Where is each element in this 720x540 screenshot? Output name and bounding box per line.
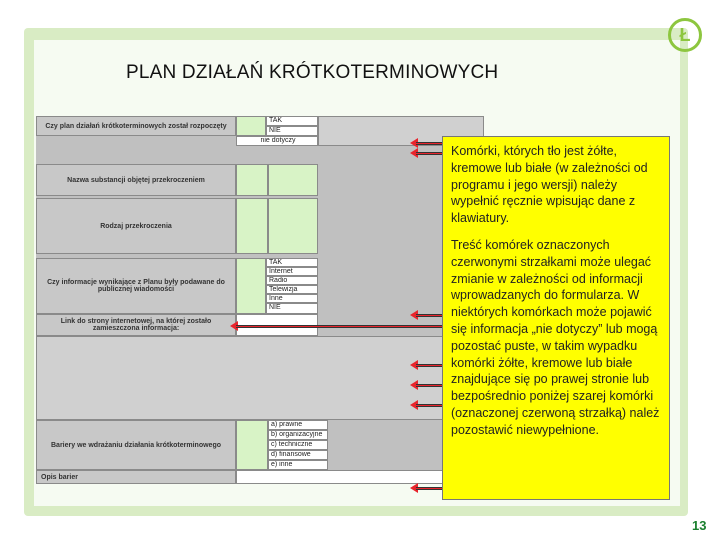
callout-paragraph-1: Komórki, których tło jest żółte, kremowe lub białe (w zależności od programu i jego wersji) należy wypełnić ręcznie wpisując dane z klawiatury.	[451, 144, 648, 226]
option-pub-telewizja[interactable]: Telewizja	[266, 285, 318, 294]
input-exceedance-b[interactable]	[268, 198, 318, 254]
label-exceedance-type: Rodzaj przekroczenia	[36, 198, 236, 254]
option-barrier-prawne[interactable]: a) prawne	[268, 420, 328, 430]
input-plan-started[interactable]	[236, 116, 266, 136]
label-substance: Nazwa substancji objętej przekroczeniem	[36, 164, 236, 196]
input-exceedance-a[interactable]	[236, 198, 268, 254]
instructions-callout	[442, 136, 670, 500]
red-arrow-icon	[230, 324, 446, 328]
callout-paragraph-2: Treść komórek oznaczonych czerwonymi strzałkami może ulegać zmianie w zależności od informacji wprowadzanych do formularza. W niektórych komórkach może pojawić się informacja „nie dotyczy” lub mogą pozostać puste, w takim wypadku komórki żółte, kremowe lub białe znajdujące się po prawej stronie lub bezpośrednio poniżej szarej komórki (oznaczonej czerwoną strzałką) należ pozostawić niewypełnione.	[451, 237, 660, 437]
option-pub-internet[interactable]: Internet	[266, 267, 318, 276]
option-barrier-finansowe[interactable]: d) finansowe	[268, 450, 328, 460]
form-spreadsheet	[36, 116, 484, 484]
input-barriers[interactable]	[236, 420, 268, 470]
option-barrier-techniczne[interactable]: c) techniczne	[268, 440, 328, 450]
page-title: PLAN DZIAŁAŃ KRÓTKOTERMINOWYCH	[126, 62, 499, 83]
option-nie[interactable]: NIE	[266, 126, 318, 136]
option-pub-radio[interactable]: Radio	[266, 276, 318, 285]
option-pub-inne[interactable]: Inne	[266, 294, 318, 303]
input-info-published[interactable]	[236, 258, 266, 314]
logo-icon: Ł	[668, 18, 702, 52]
label-barriers: Bariery we wdrażaniu działania krótkoterminowego	[36, 420, 236, 470]
input-substance-b[interactable]	[268, 164, 318, 196]
option-tak[interactable]: TAK	[266, 116, 318, 126]
label-plan-started: Czy plan działań krótkoterminowych został rozpoczęty	[36, 116, 236, 136]
label-info-published: Czy informacje wynikające z Planu były podawane do publicznej wiadomości	[36, 258, 236, 314]
option-pub-nie[interactable]: NIE	[266, 303, 318, 314]
label-barrier-description: Opis barier	[36, 470, 236, 484]
option-barrier-inne[interactable]: e) inne	[268, 460, 328, 470]
option-nie-dotyczy[interactable]: nie dotyczy	[236, 136, 318, 146]
page-number: 13	[692, 518, 707, 533]
label-web-link: Link do strony internetowej, na której zostało zamieszczona informacja:	[36, 314, 236, 336]
option-pub-tak[interactable]: TAK	[266, 258, 318, 267]
input-substance-a[interactable]	[236, 164, 268, 196]
option-barrier-organizacyjne[interactable]: b) organizacyjne	[268, 430, 328, 440]
